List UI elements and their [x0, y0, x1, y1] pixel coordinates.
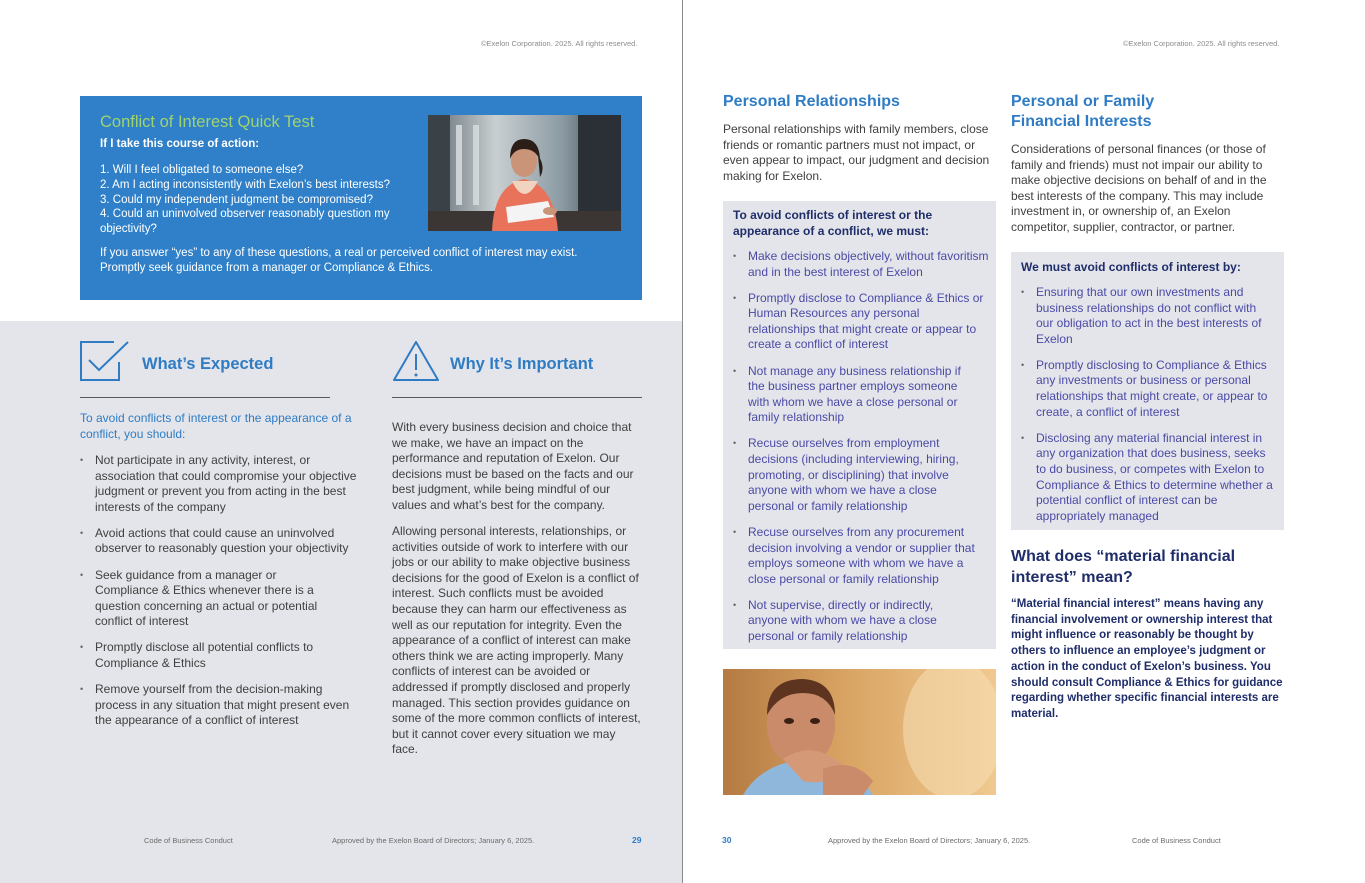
list-item: • Not manage any business relationship if the business partner employs someone with whom we have a close personal or family relationship	[733, 364, 989, 426]
list-item: 2. Am I acting inconsistently with Exelon’s best interests?	[100, 178, 390, 191]
footer-doc-name: Code of Business Conduct	[144, 836, 233, 845]
material-interest-title: What does “material financial interest” mean?	[1011, 548, 1236, 586]
expected-title: What’s Expected	[142, 354, 274, 373]
divider	[392, 397, 642, 398]
checkbox-icon	[80, 340, 130, 382]
list-item: • Promptly disclose all potential conflicts to Compliance & Ethics	[80, 640, 360, 671]
list-item: • Avoid actions that could cause an uninvolved observer to reasonably question your objectivity	[80, 526, 360, 557]
important-body	[392, 420, 644, 768]
box-heading: To avoid conflicts of interest or the appearance of a conflict, we must:	[733, 208, 933, 238]
personal-relationships-bullets	[733, 249, 989, 655]
page-number: 29	[632, 835, 642, 845]
list-item: • Promptly disclose to Compliance & Ethics or Human Resources any personal relationships that might create or appear to create a conflict of interest	[733, 291, 989, 353]
quick-test-title: Conflict of Interest Quick Test	[100, 113, 315, 131]
footer-doc-name: Code of Business Conduct	[1132, 836, 1221, 845]
personal-relationships-title: Personal Relationships	[723, 93, 900, 110]
page-number: 30	[722, 835, 732, 845]
list-item: • Seek guidance from a manager or Compliance & Ethics whenever there is a question concerning an actual or potential conflict of interest	[80, 568, 360, 630]
list-item: • Not participate in any activity, interest, or association that could compromise your objective judgment or prevent you from acting in the best interests of the company	[80, 453, 360, 515]
quick-test-footer: If you answer “yes” to any of these questions, a real or perceived conflict of interest may exist. Promptly seek guidance from a manager or Compliance & Ethics.	[100, 247, 578, 274]
warning-icon	[392, 340, 440, 382]
financial-interests-bullets	[1021, 285, 1276, 535]
woman-reading-photo	[428, 115, 621, 231]
financial-interests-intro: Considerations of personal finances (or those of family and friends) must not impair our ability to make objective decisions on behalf of and in the best interests of the company. This may include investment in, or ownership of, an Exelon competitor, supplier, contractor, or partner.	[1011, 142, 1267, 234]
list-item: • Recuse ourselves from any procurement decision involving a vendor or supplier that employs someone with whom we have a close personal or family relationship	[733, 525, 989, 587]
quick-test-box	[80, 96, 642, 300]
list-item: • Recuse ourselves from employment decisions (including interviewing, hiring, promoting, or disciplining) that involve anyone with whom we have a close personal or family relationship	[733, 436, 989, 514]
list-item: • Not supervise, directly or indirectly, anyone with whom we have a close personal or family relationship	[733, 598, 989, 645]
list-item: • Disclosing any material financial interest in any organization that does business, seeks to do business, or competes with Exelon to Compliance & Ethics to determine whether a potential conflict of interest can be appropriately managed	[1021, 431, 1276, 525]
quick-test-subtitle: If I take this course of action:	[100, 138, 260, 150]
list-item: • Ensuring that our own investments and business relationships do not conflict with our obligation to act in the best interests of Exelon	[1021, 285, 1276, 347]
important-header	[392, 340, 593, 382]
divider	[80, 397, 330, 398]
copyright-notice: ©Exelon Corporation. 2025. All rights reserved.	[1123, 39, 1280, 48]
man-thinking-photo	[723, 669, 996, 795]
page-30	[683, 0, 1365, 883]
list-item: 4. Could an uninvolved observer reasonably question my objectivity?	[100, 208, 390, 236]
footer-approved: Approved by the Exelon Board of Directors; January 6, 2025.	[332, 836, 535, 845]
page-29	[0, 0, 682, 883]
quick-test-questions	[100, 163, 420, 237]
important-title: Why It’s Important	[450, 354, 594, 373]
list-item: 1. Will I feel obligated to someone else?	[100, 164, 304, 176]
expected-header	[80, 340, 273, 382]
list-item: • Make decisions objectively, without favoritism and in the best interest of Exelon	[733, 249, 989, 280]
list-item: • Remove yourself from the decision-making process in any situation that might present even the appearance of a conflict of interest	[80, 682, 360, 729]
financial-interests-title: Personal or Family Financial Interests	[1011, 93, 1155, 130]
footer-approved: Approved by the Exelon Board of Directors; January 6, 2025.	[828, 836, 1031, 845]
list-item: 3. Could my independent judgment be compromised?	[100, 193, 373, 206]
paragraph: With every business decision and choice that we make, we have an impact on the performance and reputation of Exelon. Our decisions must be based on the facts and our best judgment, while being mindful of our values and what’s best for the company.	[392, 420, 634, 512]
box-heading: We must avoid conflicts of interest by:	[1021, 260, 1241, 274]
financial-interests-box	[1011, 252, 1284, 530]
copyright-notice: ©Exelon Corporation. 2025. All rights reserved.	[481, 39, 638, 48]
paragraph: Allowing personal interests, relationships, or activities outside of work to interfere with our jobs or our ability to make objective business decisions for the good of Exelon is a conflict of interest. Such conflicts must be avoided because they can harm our effectiveness as well as our reputation for integrity. Even the appearance of a conflict of interest can make others think we are acting improperly. Many conflicts of interest can be avoided or addressed if promptly disclosed and properly managed. This section provides guidance on some of the more common conflicts of interest, but it cannot cover every situation we may face.	[392, 524, 641, 757]
material-interest-text: “Material financial interest” means having any financial involvement or ownership interest that might influence or reasonably be thought by others to influence an employee’s judgment or action in the conduct of Exelon’s business. You should consult Compliance & Ethics for guidance regarding whether specific financial interests are material.	[1011, 598, 1283, 720]
personal-relationships-intro: Personal relationships with family members, close friends or romantic partners must not impact, or even appear to impact, our judgment and decision making for Exelon.	[723, 122, 990, 183]
list-item: • Promptly disclosing to Compliance & Ethics any investments or business or personal relationships that might create, or appear to create, a conflict of interest	[1021, 358, 1276, 420]
personal-relationships-box	[723, 201, 996, 649]
expected-lead: To avoid conflicts of interest or the appearance of a conflict, you should:	[80, 411, 352, 441]
expected-bullets	[80, 453, 360, 739]
